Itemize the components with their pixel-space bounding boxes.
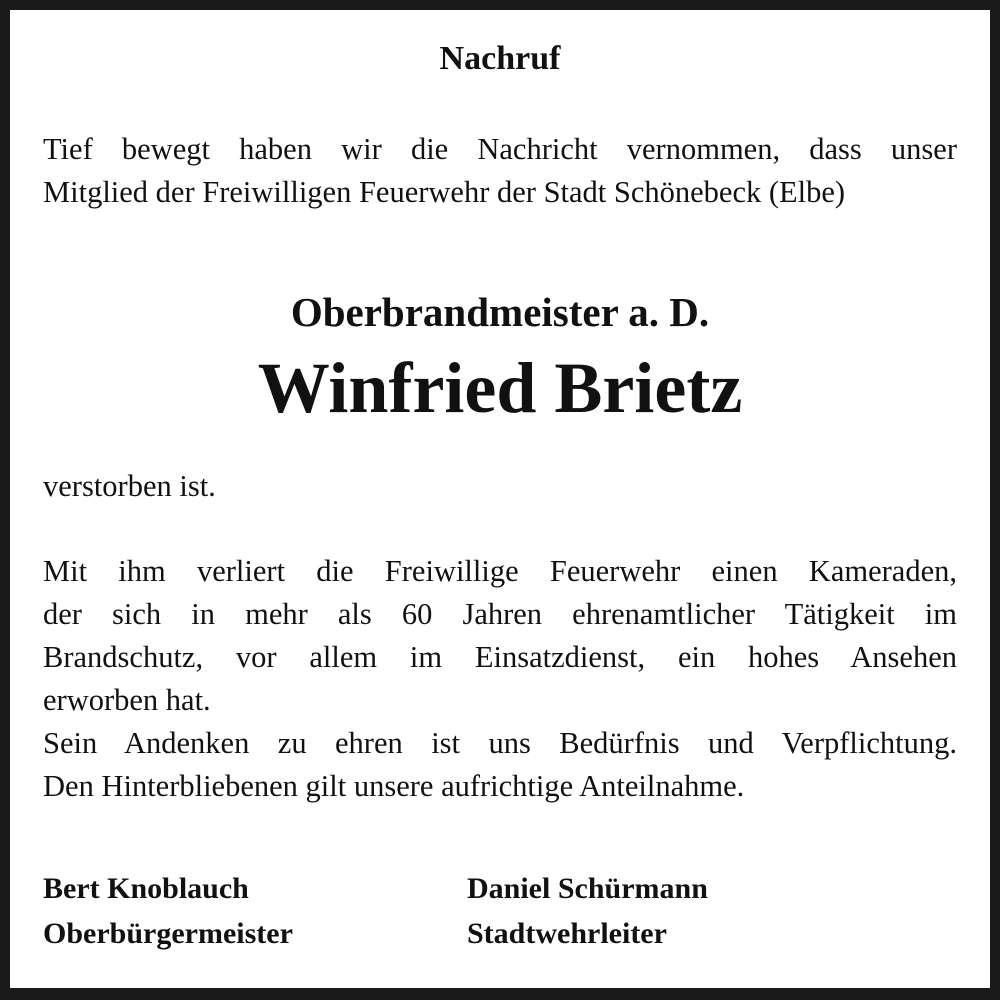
signatory-title: Stadtwehrleiter [467,917,667,950]
outro-line: verstorben ist. [43,469,216,503]
deceased-name: Winfried Brietz [257,348,743,428]
body-line: Den Hinterbliebenen gilt unsere aufrichtige Anteilnahme. [43,769,745,803]
outro-paragraph [43,465,957,508]
intro-line: Tief bewegt haben wir die Nachricht vernommen, dass unser [43,132,957,166]
notice-heading: Nachruf [439,40,561,77]
body-paragraph [43,550,957,808]
signatory-name: Daniel Schürmann [467,872,708,905]
body-line: Brandschutz, vor allem im Einsatzdienst, ein hohes Ansehen [43,640,957,674]
body-line: Mit ihm verliert die Freiwillige Feuerwehr einen Kameraden, [43,554,957,588]
signatory-title: Oberbürgermeister [43,917,293,950]
body-line: erworben hat. [43,683,211,717]
body-line: der sich in mehr als 60 Jahren ehrenamtlicher Tätigkeit im [43,597,957,631]
body-line: Sein Andenken zu ehren ist uns Bedürfnis und Verpflichtung. [43,726,957,760]
signatory-left [43,866,293,956]
obituary-notice [10,10,990,988]
deceased-rank: Oberbrandmeister a. D. [290,289,710,335]
intro-paragraph [43,128,957,214]
signatory-right [467,866,708,956]
signatory-name: Bert Knoblauch [43,872,249,905]
intro-line: Mitglied der Freiwilligen Feuerwehr der Stadt Schönebeck (Elbe) [43,175,846,209]
